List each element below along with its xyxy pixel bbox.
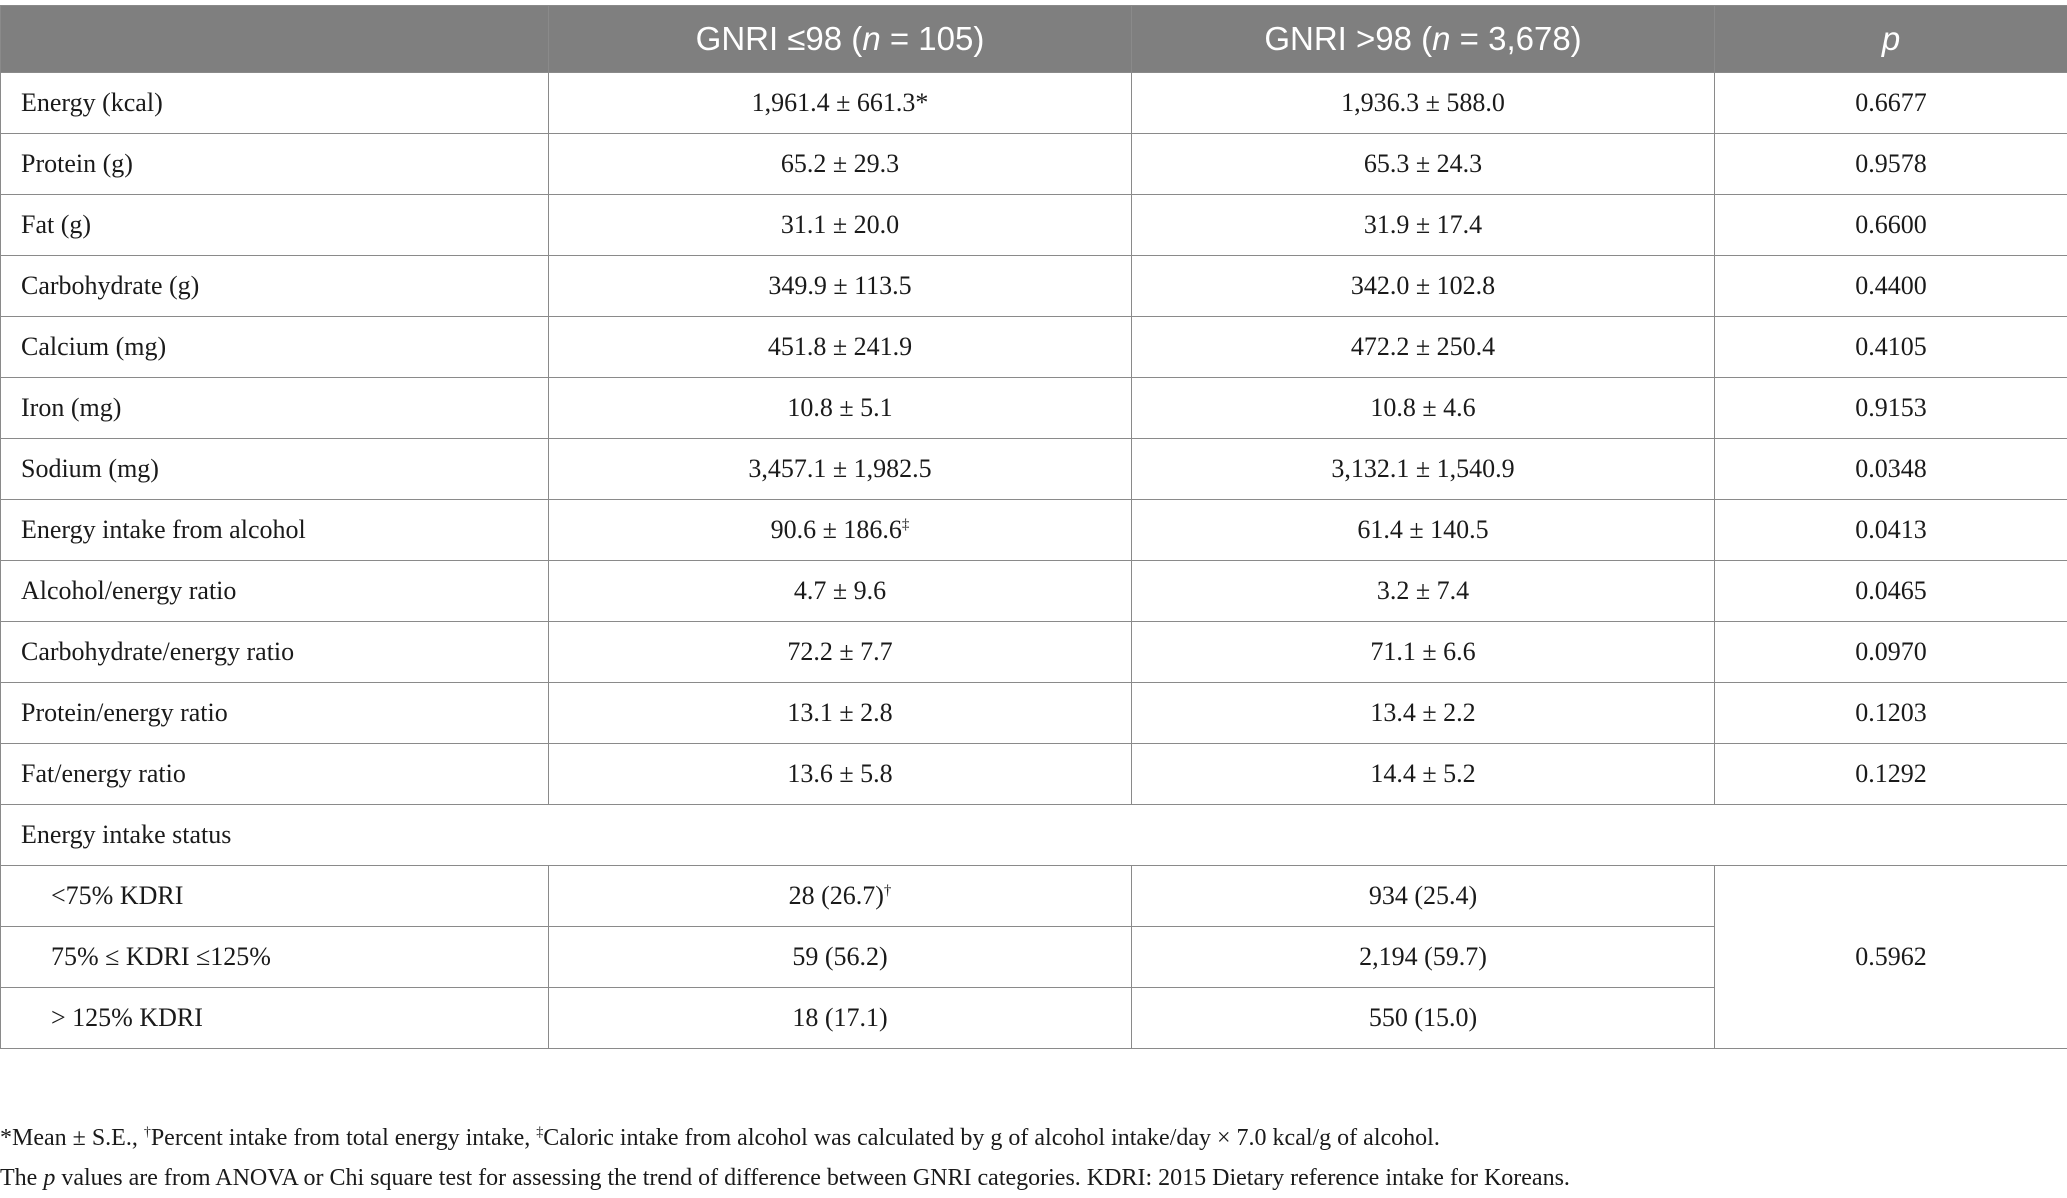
row-label: Energy (kcal) <box>1 73 549 134</box>
cell-gnri-low: 1,961.4 ± 661.3* <box>549 73 1132 134</box>
header-gnri-low-n: n <box>862 20 880 57</box>
header-variable <box>1 6 549 73</box>
header-gnri-low-rest: = 105) <box>881 20 985 57</box>
cell-p-value: 0.9578 <box>1715 134 2067 195</box>
table-row <box>1 439 2067 500</box>
cell-gnri-high: 14.4 ± 5.2 <box>1132 744 1715 805</box>
row-label: Protein/energy ratio <box>1 683 549 744</box>
cell-gnri-high: 71.1 ± 6.6 <box>1132 622 1715 683</box>
cell-gnri-low <box>549 500 1132 561</box>
cell-gnri-high: 13.4 ± 2.2 <box>1132 683 1715 744</box>
table-footnotes <box>0 1118 2067 1198</box>
row-label: Iron (mg) <box>1 378 549 439</box>
row-label: Energy intake from alcohol <box>1 500 549 561</box>
row-label: > 125% KDRI <box>1 988 549 1049</box>
footnote-text: The <box>0 1165 43 1191</box>
footnote-mark-double-dagger: ‡ <box>536 1125 543 1140</box>
cell-gnri-high: 61.4 ± 140.5 <box>1132 500 1715 561</box>
row-label: Carbohydrate/energy ratio <box>1 622 549 683</box>
cell-p-value: 0.4400 <box>1715 256 2067 317</box>
section-label: Energy intake status <box>1 805 2067 866</box>
row-label: Sodium (mg) <box>1 439 549 500</box>
footnote-mark-dagger: † <box>144 1125 151 1140</box>
cell-p-value: 0.0348 <box>1715 439 2067 500</box>
cell-gnri-low: 18 (17.1) <box>549 988 1132 1049</box>
table-row <box>1 500 2067 561</box>
cell-p-value: 0.0465 <box>1715 561 2067 622</box>
cell-p-value: 0.6677 <box>1715 73 2067 134</box>
header-gnri-low <box>549 6 1132 73</box>
table-row <box>1 866 2067 927</box>
cell-gnri-high: 550 (15.0) <box>1132 988 1715 1049</box>
table-row <box>1 378 2067 439</box>
footnote-text: Caloric intake from alcohol was calculated by g of alcohol intake/day × 7.0 kcal/g of alcohol. <box>543 1125 1440 1151</box>
cell-gnri-high: 472.2 ± 250.4 <box>1132 317 1715 378</box>
footnote-mark-dagger: † <box>884 882 892 898</box>
cell-gnri-high: 3.2 ± 7.4 <box>1132 561 1715 622</box>
cell-gnri-low: 72.2 ± 7.7 <box>549 622 1132 683</box>
header-gnri-high-rest: = 3,678) <box>1450 20 1581 57</box>
cell-gnri-low: 10.8 ± 5.1 <box>549 378 1132 439</box>
cell-p-value-merged: 0.5962 <box>1715 866 2067 1049</box>
table-row <box>1 561 2067 622</box>
table-row <box>1 256 2067 317</box>
cell-gnri-low: 4.7 ± 9.6 <box>549 561 1132 622</box>
cell-p-value: 0.1292 <box>1715 744 2067 805</box>
row-label: Fat (g) <box>1 195 549 256</box>
footnote-text: *Mean ± S.E., <box>0 1125 144 1151</box>
cell-p-value: 0.4105 <box>1715 317 2067 378</box>
footnote-text: Percent intake from total energy intake, <box>151 1125 536 1151</box>
table-row <box>1 683 2067 744</box>
row-label: Protein (g) <box>1 134 549 195</box>
header-gnri-high-n: n <box>1432 20 1450 57</box>
footnote-line-2 <box>0 1158 2067 1198</box>
table-row <box>1 744 2067 805</box>
section-row-energy-intake-status <box>1 805 2067 866</box>
row-label: Fat/energy ratio <box>1 744 549 805</box>
footnote-text: values are from ANOVA or Chi square test for assessing the trend of difference between GNRI categories. KDRI: 2015 Dietary reference intake for Koreans. <box>55 1165 1570 1191</box>
cell-value: 28 (26.7) <box>789 881 884 910</box>
cell-gnri-low: 65.2 ± 29.3 <box>549 134 1132 195</box>
cell-gnri-high: 1,936.3 ± 588.0 <box>1132 73 1715 134</box>
header-gnri-low-prefix: GNRI ≤98 ( <box>696 20 863 57</box>
cell-gnri-low: 31.1 ± 20.0 <box>549 195 1132 256</box>
header-gnri-high-prefix: GNRI >98 ( <box>1264 20 1432 57</box>
cell-gnri-low: 13.1 ± 2.8 <box>549 683 1132 744</box>
table-row <box>1 195 2067 256</box>
cell-p-value: 0.1203 <box>1715 683 2067 744</box>
footnote-p-symbol: p <box>43 1165 55 1191</box>
cell-gnri-low: 451.8 ± 241.9 <box>549 317 1132 378</box>
row-label: Calcium (mg) <box>1 317 549 378</box>
row-label: 75% ≤ KDRI ≤125% <box>1 927 549 988</box>
cell-gnri-low: 349.9 ± 113.5 <box>549 256 1132 317</box>
cell-gnri-low: 3,457.1 ± 1,982.5 <box>549 439 1132 500</box>
cell-gnri-low <box>549 866 1132 927</box>
cell-gnri-high: 934 (25.4) <box>1132 866 1715 927</box>
cell-gnri-high: 65.3 ± 24.3 <box>1132 134 1715 195</box>
row-label: Alcohol/energy ratio <box>1 561 549 622</box>
cell-p-value: 0.0970 <box>1715 622 2067 683</box>
table-row <box>1 622 2067 683</box>
cell-p-value: 0.6600 <box>1715 195 2067 256</box>
cell-gnri-high: 31.9 ± 17.4 <box>1132 195 1715 256</box>
cell-gnri-high: 3,132.1 ± 1,540.9 <box>1132 439 1715 500</box>
cell-p-value: 0.0413 <box>1715 500 2067 561</box>
cell-gnri-high: 342.0 ± 102.8 <box>1132 256 1715 317</box>
cell-gnri-low: 59 (56.2) <box>549 927 1132 988</box>
cell-value: 90.6 ± 186.6 <box>771 515 902 544</box>
header-p-value: p <box>1715 6 2067 73</box>
cell-gnri-high: 10.8 ± 4.6 <box>1132 378 1715 439</box>
header-row <box>1 6 2067 73</box>
header-gnri-high <box>1132 6 1715 73</box>
nutrient-intake-table <box>0 5 2067 1049</box>
cell-p-value: 0.9153 <box>1715 378 2067 439</box>
footnote-line-1 <box>0 1118 2067 1158</box>
row-label: <75% KDRI <box>1 866 549 927</box>
table-row <box>1 317 2067 378</box>
table-row <box>1 73 2067 134</box>
cell-gnri-low: 13.6 ± 5.8 <box>549 744 1132 805</box>
cell-gnri-high: 2,194 (59.7) <box>1132 927 1715 988</box>
row-label: Carbohydrate (g) <box>1 256 549 317</box>
table-row <box>1 134 2067 195</box>
footnote-mark-double-dagger: ‡ <box>902 516 910 532</box>
